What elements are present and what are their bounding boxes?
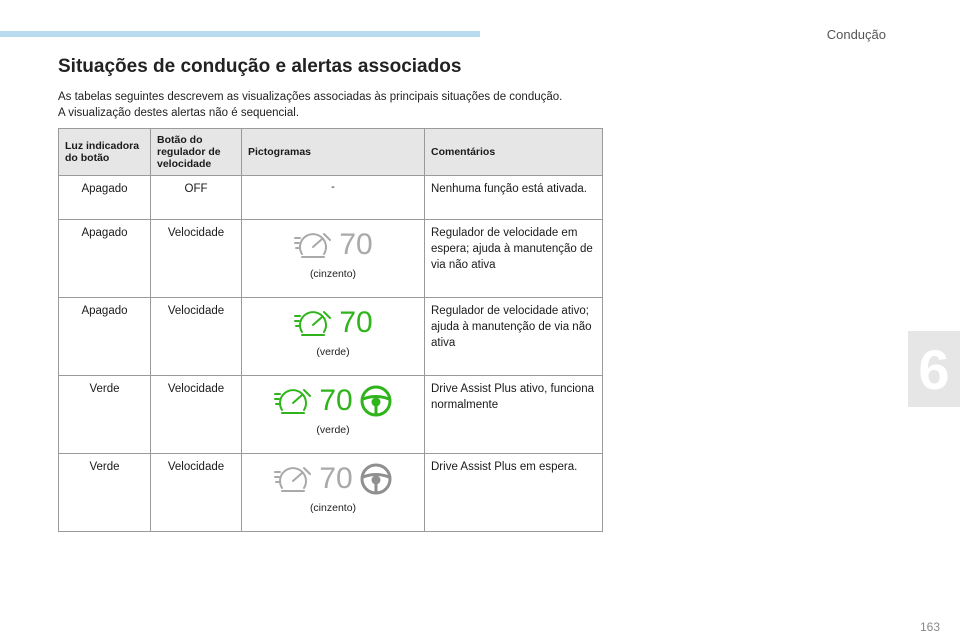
cell-button: Velocidade [151, 298, 242, 376]
top-accent-bar [0, 31, 480, 37]
speed-regulator-icon [273, 464, 313, 494]
speed-value: 70 [339, 228, 373, 261]
cell-light: Verde [59, 454, 151, 532]
section-name: Condução [826, 27, 886, 42]
page-title: Situações de condução e alertas associados [58, 56, 462, 77]
steering-wheel-icon [359, 462, 393, 496]
intro-line: As tabelas seguintes descrevem as visualizações associadas às principais situações de condução. [58, 91, 563, 103]
table-header-row [59, 129, 603, 176]
speed-value: 70 [339, 306, 373, 339]
pictogram-caption: (verde) [316, 346, 350, 358]
speed-value: 70 [319, 462, 353, 495]
table-row [59, 376, 603, 454]
cell-light: Verde [59, 376, 151, 454]
cell-button: Velocidade [151, 454, 242, 532]
pictogram-caption: (verde) [316, 424, 350, 436]
table-row [59, 176, 603, 220]
cell-button: Velocidade [151, 220, 242, 298]
table-row [59, 220, 603, 298]
intro-text [58, 89, 618, 121]
cell-pictogram [242, 298, 425, 376]
speed-regulator-icon [293, 308, 333, 338]
cell-light: Apagado [59, 220, 151, 298]
intro-line: A visualização destes alertas não é sequencial. [58, 107, 300, 119]
cell-pictogram [242, 220, 425, 298]
cell-comment: Drive Assist Plus em espera. [425, 454, 603, 532]
speed-regulator-icon [273, 386, 313, 416]
header-light: Luz indicadora do botão [59, 129, 151, 176]
cell-comment: Regulador de velocidade em espera; ajuda à manutenção de via não ativa [425, 220, 603, 298]
steering-wheel-icon [359, 384, 393, 418]
pictogram-caption: (cinzento) [309, 502, 357, 514]
cell-comment: Drive Assist Plus ativo, funciona normalmente [425, 376, 603, 454]
header-pictograms: Pictogramas [242, 129, 425, 176]
cell-comment: Nenhuma função está ativada. [425, 176, 603, 220]
speed-value: 70 [319, 384, 353, 417]
cell-button: Velocidade [151, 376, 242, 454]
cell-light: Apagado [59, 176, 151, 220]
header-button: Botão do regulador de velocidade [151, 129, 242, 176]
cell-light: Apagado [59, 298, 151, 376]
no-pictogram-dash: - [331, 181, 335, 193]
table-row [59, 298, 603, 376]
speed-regulator-icon [293, 230, 333, 260]
cell-pictogram [242, 454, 425, 532]
cell-pictogram [242, 376, 425, 454]
cell-pictogram [242, 176, 425, 220]
table-row [59, 454, 603, 532]
page-number: 163 [919, 620, 940, 634]
alerts-table [58, 128, 603, 532]
cell-button: OFF [151, 176, 242, 220]
pictogram-caption: (cinzento) [309, 268, 357, 280]
cell-comment: Regulador de velocidade ativo; ajuda à manutenção de via não ativa [425, 298, 603, 376]
chapter-tab: 6 [908, 331, 960, 407]
header-comments: Comentários [425, 129, 603, 176]
